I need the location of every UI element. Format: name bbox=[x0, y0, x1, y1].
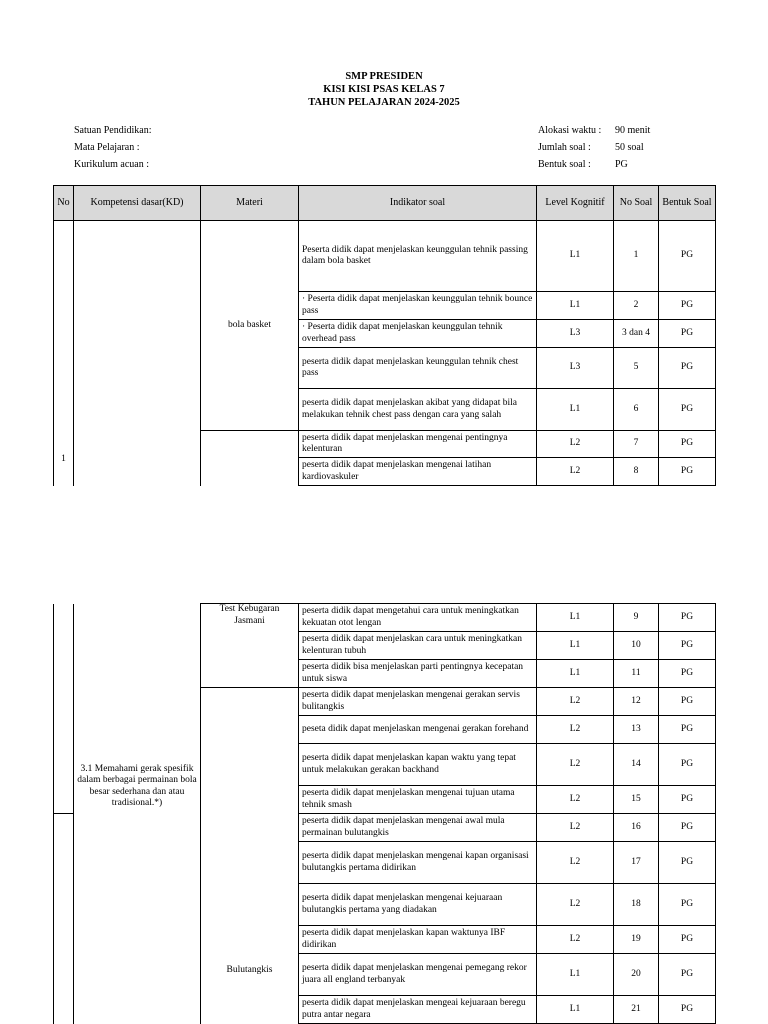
no-soal-cell: 17 bbox=[614, 842, 659, 884]
level-cell: L1 bbox=[537, 632, 614, 660]
level-cell: L2 bbox=[537, 926, 614, 954]
bentuk-cell: PG bbox=[659, 884, 716, 926]
indikator-cell: peserta didik dapat menjelaskan keunggulan tehnik chest pass bbox=[299, 348, 537, 389]
bentuk-cell: PG bbox=[659, 431, 716, 458]
kd-description: 3.1 Memahami gerak spesifik dalam berbagai permainan bola besar sederhana dan atau tradisional.*) bbox=[74, 604, 201, 1024]
bentuk-cell: PG bbox=[659, 632, 716, 660]
no-soal-cell: 21 bbox=[614, 996, 659, 1024]
indikator-cell: peserta didik dapat menjelaskan mengeai kejuaraan beregu putra antar negara bbox=[299, 996, 537, 1024]
no-soal-cell: 6 bbox=[614, 389, 659, 431]
no-soal-cell: 12 bbox=[614, 688, 659, 716]
no-soal-cell: 10 bbox=[614, 632, 659, 660]
indikator-cell: peserta didik bisa menjelaskan parti pentingnya kecepatan untuk siswa bbox=[299, 660, 537, 688]
no-soal-cell: 20 bbox=[614, 954, 659, 996]
bentuk-cell: PG bbox=[659, 786, 716, 814]
meta-jumlah-value: 50 soal bbox=[615, 142, 644, 153]
indikator-cell: peserta didik dapat menjelaskan mengenai kejuaraan bulutangkis pertama yang diadakan bbox=[299, 884, 537, 926]
meta-right-labels bbox=[538, 122, 601, 173]
no-soal-cell: 8 bbox=[614, 458, 659, 486]
indikator-cell: peserta didik dapat menjelaskan mengenai gerakan servis bulitangkis bbox=[299, 688, 537, 716]
no-soal-cell: 9 bbox=[614, 604, 659, 632]
no-soal-cell: 15 bbox=[614, 786, 659, 814]
level-cell: L3 bbox=[537, 348, 614, 389]
indikator-cell: Peserta didik dapat menjelaskan keunggulan tehnik passing dalam bola basket bbox=[299, 221, 537, 292]
materi-bulutangkis: Bulutangkis bbox=[201, 688, 299, 1024]
bentuk-cell: PG bbox=[659, 604, 716, 632]
no-soal-cell: 5 bbox=[614, 348, 659, 389]
no-soal-cell: 1 bbox=[614, 221, 659, 292]
bentuk-cell: PG bbox=[659, 320, 716, 348]
no-soal-cell: 2 bbox=[614, 292, 659, 320]
bentuk-cell: PG bbox=[659, 458, 716, 486]
indikator-cell: peserta didik dapat menjelaskan kapan waktu yang tepat untuk melakukan gerakan backhand bbox=[299, 744, 537, 786]
level-cell: L1 bbox=[537, 996, 614, 1024]
col-header-no: No bbox=[54, 186, 74, 221]
kd-cell-page1 bbox=[74, 221, 201, 486]
no-soal-cell: 13 bbox=[614, 716, 659, 744]
meta-jumlah-label: Jumlah soal : bbox=[538, 142, 591, 153]
level-cell: L2 bbox=[537, 716, 614, 744]
level-cell: L3 bbox=[537, 320, 614, 348]
indikator-cell: peserta didik dapat menjelaskan cara untuk meningkatkan kelenturan tubuh bbox=[299, 632, 537, 660]
school-name: SMP PRESIDEN bbox=[345, 71, 423, 82]
document-title: KISI KISI PSAS KELAS 7 bbox=[323, 84, 445, 95]
meta-right-values bbox=[615, 122, 650, 173]
meta-alokasi-label: Alokasi waktu : bbox=[538, 125, 602, 136]
level-cell: L2 bbox=[537, 786, 614, 814]
indikator-cell: peserta didik dapat menjelaskan mengenai awal mula permainan bulutangkis bbox=[299, 814, 537, 842]
indikator-cell: · Peserta didik dapat menjelaskan keunggulan tehnik overhead pass bbox=[299, 320, 537, 348]
bentuk-cell: PG bbox=[659, 348, 716, 389]
no-soal-cell: 3 dan 4 bbox=[614, 320, 659, 348]
materi-test-kebugaran: Test Kebugaran Jasmani bbox=[201, 604, 299, 688]
level-cell: L2 bbox=[537, 431, 614, 458]
bentuk-cell: PG bbox=[659, 389, 716, 431]
no-soal-cell: 19 bbox=[614, 926, 659, 954]
no-cell-continued bbox=[54, 814, 74, 1024]
indikator-cell: peserta didik dapat menjelaskan akibat yang didapat bila melakukan tehnik chest pass dengan cara yang salah bbox=[299, 389, 537, 431]
materi-cell-blank bbox=[201, 431, 299, 486]
col-header-indikator: Indikator soal bbox=[299, 186, 537, 221]
indikator-cell: peserta didik dapat menjelaskan mengenai pemegang rekor juara all england terbanyak bbox=[299, 954, 537, 996]
indikator-cell: · Peserta didik dapat menjelaskan keunggulan tehnik bounce pass bbox=[299, 292, 537, 320]
meta-bentuk-label: Bentuk soal : bbox=[538, 159, 591, 170]
indikator-cell: peserta didik dapat mengetahui cara untuk meningkatkan kekuatan otot lengan bbox=[299, 604, 537, 632]
indikator-cell: peserta didik dapat menjelaskan mengenai pentingnya kelenturan bbox=[299, 431, 537, 458]
indikator-cell: peseta didik dapat menjelaskan mengenai gerakan forehand bbox=[299, 716, 537, 744]
level-cell: L2 bbox=[537, 842, 614, 884]
bentuk-cell: PG bbox=[659, 996, 716, 1024]
level-cell: L2 bbox=[537, 688, 614, 716]
level-cell: L1 bbox=[537, 389, 614, 431]
col-header-bentuk: Bentuk Soal bbox=[659, 186, 716, 221]
meta-left bbox=[74, 122, 152, 173]
no-soal-cell: 7 bbox=[614, 431, 659, 458]
col-header-level: Level Kognitif bbox=[537, 186, 614, 221]
level-cell: L2 bbox=[537, 814, 614, 842]
col-header-no-soal: No Soal bbox=[614, 186, 659, 221]
bentuk-cell: PG bbox=[659, 660, 716, 688]
table-row bbox=[54, 221, 716, 292]
indikator-cell: peserta didik dapat menjelaskan mengenai kapan organisasi bulutangkis pertama didirikan bbox=[299, 842, 537, 884]
bentuk-cell: PG bbox=[659, 716, 716, 744]
bentuk-cell: PG bbox=[659, 221, 716, 292]
no-soal-cell: 16 bbox=[614, 814, 659, 842]
level-cell: L2 bbox=[537, 458, 614, 486]
row-number: 1 bbox=[54, 221, 74, 486]
no-cell-continued bbox=[54, 604, 74, 814]
academic-year: TAHUN PELAJARAN 2024-2025 bbox=[308, 97, 460, 108]
level-cell: L1 bbox=[537, 292, 614, 320]
bentuk-cell: PG bbox=[659, 842, 716, 884]
bentuk-cell: PG bbox=[659, 954, 716, 996]
kisi-table-page1 bbox=[53, 185, 716, 486]
meta-satuan-pendidikan: Satuan Pendidikan: bbox=[74, 125, 152, 136]
bentuk-cell: PG bbox=[659, 926, 716, 954]
indikator-cell: peserta didik dapat menjelaskan mengenai latihan kardiovaskuler bbox=[299, 458, 537, 486]
col-header-kd: Kompetensi dasar(KD) bbox=[74, 186, 201, 221]
meta-kurikulum: Kurikulum acuan : bbox=[74, 159, 149, 170]
level-cell: L1 bbox=[537, 604, 614, 632]
level-cell: L2 bbox=[537, 744, 614, 786]
level-cell: L1 bbox=[537, 660, 614, 688]
bentuk-cell: PG bbox=[659, 814, 716, 842]
meta-bentuk-value: PG bbox=[615, 159, 628, 170]
kisi-table-page2 bbox=[53, 603, 716, 1024]
indikator-cell: peserta didik dapat menjelaskan mengenai tujuan utama tehnik smash bbox=[299, 786, 537, 814]
meta-mata-pelajaran: Mata Pelajaran : bbox=[74, 142, 140, 153]
table-row bbox=[54, 604, 716, 632]
no-soal-cell: 11 bbox=[614, 660, 659, 688]
bentuk-cell: PG bbox=[659, 744, 716, 786]
indikator-cell: peserta didik dapat menjelaskan kapan waktunya IBF didirikan bbox=[299, 926, 537, 954]
bentuk-cell: PG bbox=[659, 688, 716, 716]
meta-alokasi-value: 90 menit bbox=[615, 125, 651, 136]
materi-bola-basket: bola basket bbox=[201, 221, 299, 431]
table-header-row bbox=[54, 186, 716, 221]
level-cell: L2 bbox=[537, 884, 614, 926]
bentuk-cell: PG bbox=[659, 292, 716, 320]
no-soal-cell: 14 bbox=[614, 744, 659, 786]
no-soal-cell: 18 bbox=[614, 884, 659, 926]
col-header-materi: Materi bbox=[201, 186, 299, 221]
level-cell: L1 bbox=[537, 221, 614, 292]
level-cell: L1 bbox=[537, 954, 614, 996]
